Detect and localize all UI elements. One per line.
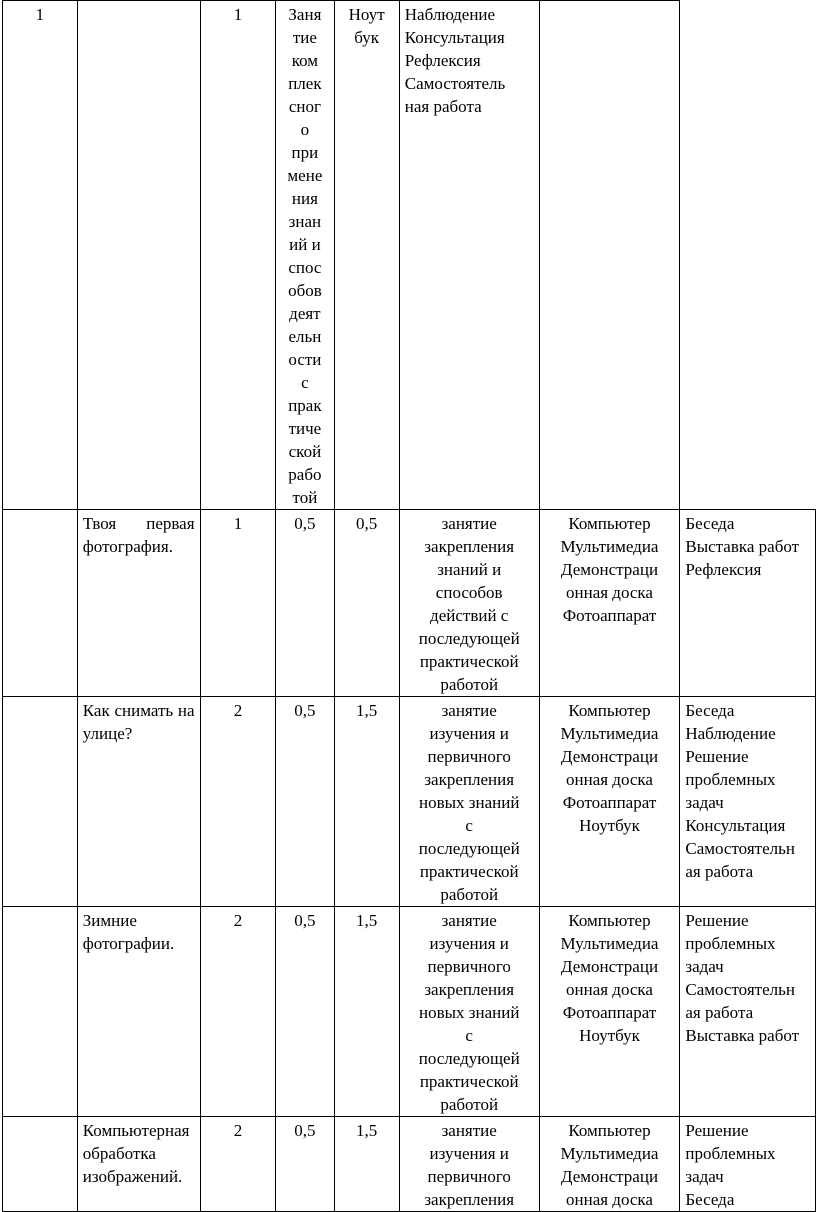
cell-line: Демонстраци bbox=[560, 560, 659, 579]
cell-line: Мультимедиа bbox=[560, 1144, 659, 1163]
cell-line: плек bbox=[288, 74, 322, 93]
cell-line: о bbox=[300, 120, 310, 139]
total-hours: 1 bbox=[233, 5, 243, 24]
cell-line: спос bbox=[288, 258, 322, 277]
cell-line: Компьютер bbox=[568, 1121, 651, 1140]
cell-line: с bbox=[465, 816, 473, 835]
topic-text: Как снимать на улице? bbox=[82, 701, 195, 743]
cell-line: ком bbox=[291, 51, 319, 70]
cell-line: задач bbox=[685, 793, 724, 812]
cell-line: ельн bbox=[288, 327, 322, 346]
lesson-type-cell bbox=[399, 1, 539, 510]
practice-cell bbox=[334, 907, 399, 1117]
cell-line: Компьютер bbox=[568, 911, 651, 930]
lesson-type-cell bbox=[399, 907, 539, 1117]
lesson-type-cell bbox=[399, 1117, 539, 1212]
cell-line: Фотоаппарат bbox=[562, 793, 657, 812]
practice-cell bbox=[334, 510, 399, 697]
cell-line: сног bbox=[288, 97, 321, 116]
control-forms-cell bbox=[680, 510, 816, 697]
cell-line: Компьютер bbox=[568, 701, 651, 720]
cell-line: Решение bbox=[685, 747, 749, 766]
cell-line: занятие bbox=[441, 1121, 497, 1140]
cell-line: Решение bbox=[685, 911, 749, 930]
theory-hours: 0,5 bbox=[294, 1121, 316, 1140]
topic-cell bbox=[77, 510, 200, 697]
cell-line: практической bbox=[419, 1072, 519, 1091]
cell-line: изучения и bbox=[429, 1144, 509, 1163]
row-number-cell bbox=[3, 907, 78, 1117]
cell-line: Фотоаппарат bbox=[562, 606, 657, 625]
total-hours: 2 bbox=[233, 701, 243, 720]
total-hours-cell bbox=[200, 1, 276, 510]
cell-line: Заня bbox=[288, 5, 322, 24]
cell-line: ий и bbox=[289, 235, 321, 254]
cell-line: закрепления bbox=[424, 1190, 515, 1209]
cell-line: проблемных bbox=[685, 934, 776, 953]
cell-line: ая работа bbox=[685, 1003, 754, 1022]
cell-line: Наблюдение bbox=[685, 724, 776, 743]
empty-cell bbox=[680, 1, 816, 510]
topic-cell bbox=[77, 907, 200, 1117]
cell-line: Мультимедиа bbox=[560, 724, 659, 743]
cell-line: ости bbox=[288, 350, 322, 369]
cell-line: Самостоятельн bbox=[685, 839, 795, 858]
cell-line: работой bbox=[440, 675, 499, 694]
row-number: 1 bbox=[35, 5, 45, 24]
cell-line: знан bbox=[288, 212, 322, 231]
cell-line: новых знаний bbox=[418, 1003, 520, 1022]
cell-line: Демонстраци bbox=[560, 1167, 659, 1186]
cell-line: Беседа bbox=[685, 514, 735, 533]
topic-cell bbox=[77, 1117, 200, 1212]
empty-cell bbox=[539, 1, 680, 510]
cell-line: онная доска bbox=[566, 980, 653, 999]
cell-line: тиче bbox=[288, 419, 322, 438]
cell-line: изучения и bbox=[429, 934, 509, 953]
cell-line: Беседа bbox=[685, 701, 735, 720]
cell-line: Выставка работ bbox=[685, 537, 800, 556]
cell-line: бук bbox=[354, 28, 380, 47]
cell-line: Консультация bbox=[404, 28, 505, 47]
total-hours: 2 bbox=[233, 911, 243, 930]
row-number-cell bbox=[3, 510, 78, 697]
cell-line: Ноут bbox=[348, 5, 385, 24]
cell-line: онная доска bbox=[566, 1190, 653, 1209]
cell-line: Консультация bbox=[685, 816, 786, 835]
cell-line: рабо bbox=[288, 465, 322, 484]
equipment-cell bbox=[539, 510, 680, 697]
cell-line: работой bbox=[440, 885, 499, 904]
topic-cell bbox=[77, 1, 200, 510]
cell-line: практической bbox=[419, 652, 519, 671]
cell-line: проблемных bbox=[685, 770, 776, 789]
practice-cell bbox=[334, 1, 399, 510]
cell-line: первичного bbox=[427, 1167, 511, 1186]
cell-line: при bbox=[291, 143, 319, 162]
cell-line: прак bbox=[288, 396, 322, 415]
topic-text: Компьютерная обработка изображений. bbox=[82, 1121, 190, 1186]
cell-line: новых знаний bbox=[418, 793, 520, 812]
cell-line: Компьютер bbox=[568, 514, 651, 533]
total-hours: 1 bbox=[233, 514, 243, 533]
cell-line: ая работа bbox=[685, 862, 754, 881]
cell-line: знаний и bbox=[437, 560, 502, 579]
theory-hours: 0,5 bbox=[294, 514, 316, 533]
cell-line: мене bbox=[287, 166, 323, 185]
topic-text: Твоя первая фотография. bbox=[82, 514, 195, 556]
lesson-type-cell bbox=[399, 697, 539, 907]
cell-line: Демонстраци bbox=[560, 957, 659, 976]
cell-line: Ноутбук bbox=[579, 1026, 640, 1045]
cell-line: Решение bbox=[685, 1121, 749, 1140]
control-forms-cell bbox=[680, 907, 816, 1117]
total-hours-cell bbox=[200, 697, 276, 907]
cell-line: ная работа bbox=[404, 97, 482, 116]
topic-text: Зимние фотографии. bbox=[82, 911, 175, 953]
cell-line: первичного bbox=[427, 747, 511, 766]
cell-line: ния bbox=[291, 189, 318, 208]
cell-line: способов bbox=[435, 583, 503, 602]
practice-cell bbox=[334, 1117, 399, 1212]
cell-line: Самостоятельн bbox=[685, 980, 795, 999]
total-hours-cell bbox=[200, 907, 276, 1117]
row-number-cell bbox=[3, 697, 78, 907]
table-row bbox=[3, 907, 816, 1117]
table-row bbox=[3, 1, 816, 510]
cell-line: ской bbox=[288, 442, 322, 461]
cell-line: занятие bbox=[441, 701, 497, 720]
cell-line: практической bbox=[419, 862, 519, 881]
practice-cell bbox=[334, 697, 399, 907]
cell-line: с bbox=[465, 1026, 473, 1045]
cell-line: Ноутбук bbox=[579, 816, 640, 835]
cell-line: Фотоаппарат bbox=[562, 1003, 657, 1022]
theory-hours: 0,5 bbox=[294, 911, 316, 930]
cell-line: последующей bbox=[418, 629, 520, 648]
cell-line: последующей bbox=[418, 839, 520, 858]
total-hours-cell bbox=[200, 1117, 276, 1212]
total-hours-cell bbox=[200, 510, 276, 697]
cell-line: закрепления bbox=[424, 980, 515, 999]
cell-line: Рефлексия bbox=[685, 560, 762, 579]
table-row bbox=[3, 1117, 816, 1212]
lesson-type-cell bbox=[399, 510, 539, 697]
topic-cell bbox=[77, 697, 200, 907]
theory-hours: 0,5 bbox=[294, 701, 316, 720]
lesson-plan-table bbox=[2, 0, 816, 1212]
cell-line: изучения и bbox=[429, 724, 509, 743]
control-forms-cell bbox=[680, 1117, 816, 1212]
cell-line: той bbox=[292, 488, 318, 507]
theory-cell bbox=[276, 510, 334, 697]
cell-line: тие bbox=[292, 28, 317, 47]
cell-line: обов bbox=[288, 281, 322, 300]
equipment-cell bbox=[539, 1117, 680, 1212]
practice-hours: 0,5 bbox=[356, 514, 378, 533]
theory-cell bbox=[276, 1117, 334, 1212]
cell-line: с bbox=[301, 373, 309, 392]
cell-line: онная доска bbox=[566, 583, 653, 602]
cell-line: Наблюдение bbox=[404, 5, 496, 24]
cell-line: Рефлексия bbox=[404, 51, 481, 70]
cell-line: действий с bbox=[430, 606, 509, 625]
cell-line: закрепления bbox=[424, 770, 515, 789]
cell-line: Мультимедиа bbox=[560, 934, 659, 953]
cell-line: Самостоятель bbox=[404, 74, 506, 93]
theory-cell bbox=[276, 697, 334, 907]
cell-line: задач bbox=[685, 957, 724, 976]
practice-hours: 1,5 bbox=[356, 911, 378, 930]
cell-line: первичного bbox=[427, 957, 511, 976]
practice-hours: 1,5 bbox=[356, 701, 378, 720]
cell-line: занятие bbox=[441, 911, 497, 930]
cell-line: занятие bbox=[441, 514, 497, 533]
cell-line: закрепления bbox=[424, 537, 515, 556]
cell-line: Демонстраци bbox=[560, 747, 659, 766]
row-number-cell bbox=[3, 1, 78, 510]
cell-line: деят bbox=[289, 304, 321, 323]
cell-line: последующей bbox=[418, 1049, 520, 1068]
cell-line: онная доска bbox=[566, 770, 653, 789]
theory-cell bbox=[276, 907, 334, 1117]
control-forms-cell bbox=[680, 697, 816, 907]
cell-line: Мультимедиа bbox=[560, 537, 659, 556]
cell-line: задач bbox=[685, 1167, 724, 1186]
practice-hours: 1,5 bbox=[356, 1121, 378, 1140]
cell-line: работой bbox=[440, 1095, 499, 1114]
table-row bbox=[3, 510, 816, 697]
total-hours: 2 bbox=[233, 1121, 243, 1140]
cell-line: Беседа bbox=[685, 1190, 735, 1209]
equipment-cell bbox=[539, 907, 680, 1117]
cell-line: Выставка работ bbox=[685, 1026, 800, 1045]
equipment-cell bbox=[539, 697, 680, 907]
row-number-cell bbox=[3, 1117, 78, 1212]
table-row bbox=[3, 697, 816, 907]
cell-line: проблемных bbox=[685, 1144, 776, 1163]
theory-cell bbox=[276, 1, 334, 510]
